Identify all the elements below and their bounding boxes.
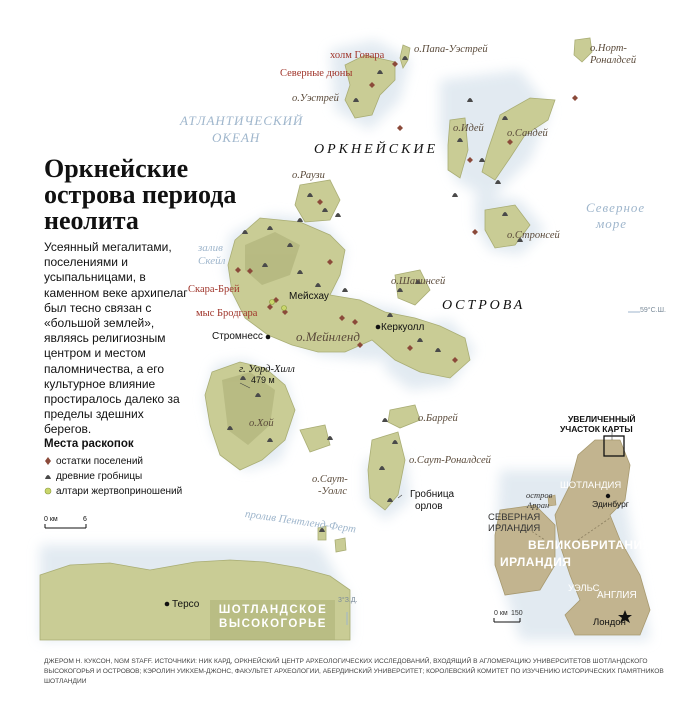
island-label-stronsay: о.Стронсей: [507, 230, 560, 241]
inset-label-ireland: ИРЛАНДИЯ: [500, 555, 572, 569]
settlement-marker: [397, 125, 403, 131]
main-scale-bar: [45, 524, 86, 528]
island-label-south-walls-2: -Уоллс: [318, 486, 348, 497]
site-label-north-dunes: Северные дюны: [280, 68, 353, 79]
island-label-eday: о.Идей: [453, 123, 484, 134]
region-label-orkney-2: ОСТРОВА: [442, 298, 526, 313]
place-label-tomb-2: орлов: [415, 501, 443, 512]
altar-marker: [270, 300, 275, 305]
main-scale-zero: 0 км: [44, 516, 58, 523]
island-label-papa-westray: о.Папа-Уэстрей: [414, 44, 488, 55]
legend-altar-symbol: [45, 488, 51, 494]
legend-settlement-symbol: [45, 457, 51, 465]
island-label-mainland: о.Мейнленд: [296, 329, 360, 344]
sea-label-atlantic-2: ОКЕАН: [212, 130, 261, 145]
settlement-marker: [472, 229, 478, 235]
main-scale-max: 6: [83, 516, 87, 523]
site-label-skara-brae: Скара-Брей: [188, 284, 240, 295]
legend-item-settlements: остатки поселений: [56, 456, 143, 467]
sea-label-north-1: Северное: [586, 200, 646, 215]
place-label-stromness: Стромнесс: [212, 331, 263, 342]
region-label-orkney-1: ОРКНЕЙСКИЕ: [314, 142, 439, 157]
rousay-island: [295, 180, 340, 222]
tomb-marker: [335, 213, 341, 217]
credits: ДЖЕРОМ Н. КУКСОН, NGM STAFF. ИСТОЧНИКИ: НИК КАРД, ОРКНЕЙСКИЙ ЦЕНТР АРХЕОЛОГИЧЕСКИХ ИССЛЕДОВАНИЙ, ВХОДЯЩИЙ В АГЛОМЕРАЦИЮ УНИВЕРСИТЕТОВ ШОТЛАНДСКОГО ВЫСОКОГОРЬЯ И ОСТРОВОВ; КЭРОЛИН УИКХЕМ-ДЖОНС, ФАКУЛЬТЕТ АРХЕОЛОГИИ, АБЕРДИНСКИЙ УНИВЕРСИТЕТ; КОРОЛЕВСКИЙ КОМИТЕТ ПО ИЗУЧЕНИЮ ИСТОРИЧЕСКИХ ПАМЯТНИКОВ ШОТЛАНДИИ: [44, 658, 664, 685]
burray-island: [388, 405, 420, 428]
island-label-sanday: о.Сандей: [507, 128, 548, 139]
inset-box-label-1: УВЕЛИЧЕННЫЙ: [568, 414, 636, 424]
island-label-rousay: о.Раузи: [292, 170, 325, 181]
bay-label-skail-2: Скейл: [198, 255, 226, 267]
place-label-ward-hill-1: г. Уорд-Хилл: [239, 364, 295, 375]
page-title-line-1: Оркнейские: [44, 154, 189, 183]
place-label-ward-hill-2: 479 м: [251, 375, 275, 385]
latitude-label: 59°С.Ш.: [640, 307, 666, 314]
description: Усеянный мегалитами, поселениями и усыпальницами, в каменном веке архипелаг был тесно связан с «большой землей», являясь религиозным центром и местом паломничества, а его культурное влияние простиралось далеко за пределы здешних берегов.: [44, 240, 188, 437]
tomb-marker: [342, 288, 348, 292]
altar-marker: [282, 306, 287, 311]
strait-label-pentland: пролив Пентленд-Ферт: [244, 508, 357, 536]
inset-scale-zero: 0 км: [494, 610, 508, 617]
inset-box-label-2: УЧАСТОК КАРТЫ: [560, 424, 633, 434]
tomb-marker: [452, 193, 458, 197]
inset-scale-max: 150: [511, 610, 523, 617]
legend-tomb-symbol: [45, 475, 51, 479]
site-label-brodgar: мыс Бродгара: [196, 308, 258, 319]
flotta-island: [300, 425, 330, 452]
place-label-kirkwall: Керкуолл: [381, 322, 425, 333]
island-label-north-ronaldsay-1: о.Норт-: [590, 43, 627, 54]
legend-item-tombs: древние гробницы: [56, 471, 143, 482]
island-label-burray: о.Баррей: [418, 413, 458, 424]
edinburgh-dot: [606, 494, 610, 498]
place-label-thurso: Терсо: [172, 599, 200, 610]
inset-label-ni-2: ИРЛАНДИЯ: [488, 523, 541, 534]
longitude-label: 3°З.Д.: [338, 597, 358, 604]
legend-item-altars: алтари жертвоприношений: [56, 486, 183, 497]
island-label-shapinsay: о.Шапинсей: [391, 276, 446, 287]
inset-label-ni-1: СЕВЕРНАЯ: [488, 512, 541, 523]
settlement-marker: [572, 95, 578, 101]
island-label-south-ronaldsay: о.Саут-Роналдсей: [409, 455, 491, 466]
inset-label-england: АНГЛИЯ: [597, 590, 637, 601]
tomb-marker: [382, 418, 388, 422]
region-label-highlands-1: ШОТЛАНДСКОЕ: [218, 604, 328, 616]
inset-label-arran-2: Арран: [527, 500, 550, 510]
region-label-highlands-2: ВЫСОКОГОРЬЕ: [219, 618, 327, 630]
sea-label-atlantic-1: АТЛАНТИЧЕСКИЙ: [180, 113, 304, 128]
inset-label-wales: УЭЛЬС: [568, 583, 600, 594]
page-title-line-3: неолита: [44, 206, 139, 235]
place-label-maeshowe: Мейсхау: [289, 291, 329, 302]
bay-label-skail-1: залив: [198, 242, 223, 254]
island-label-westray: о.Уэстрей: [292, 93, 339, 104]
stroma-islet: [335, 538, 346, 552]
sea-label-north-2: море: [596, 216, 628, 231]
island-label-south-walls-1: о.Саут-: [312, 474, 348, 485]
island-label-north-ronaldsay-2: Роналдсей: [590, 55, 637, 66]
inset-label-arran-1: остров: [526, 490, 553, 500]
inset-label-gb: ВЕЛИКОБРИТАНИЯ: [528, 538, 652, 552]
inset-label-scotland: ШОТЛАНДИЯ: [560, 480, 622, 491]
page-title-line-2: острова периода: [44, 180, 237, 209]
inset-label-london: Лондон: [593, 617, 626, 628]
legend-heading: Места раскопок: [44, 438, 134, 450]
inset-label-edinburgh: Эдинбург: [592, 499, 629, 509]
site-label-gowar-hill: холм Говара: [330, 50, 385, 61]
island-label-hoy: о.Хой: [249, 418, 274, 429]
place-label-tomb-1: Гробница: [410, 489, 455, 500]
legend-symbols: [45, 457, 51, 494]
